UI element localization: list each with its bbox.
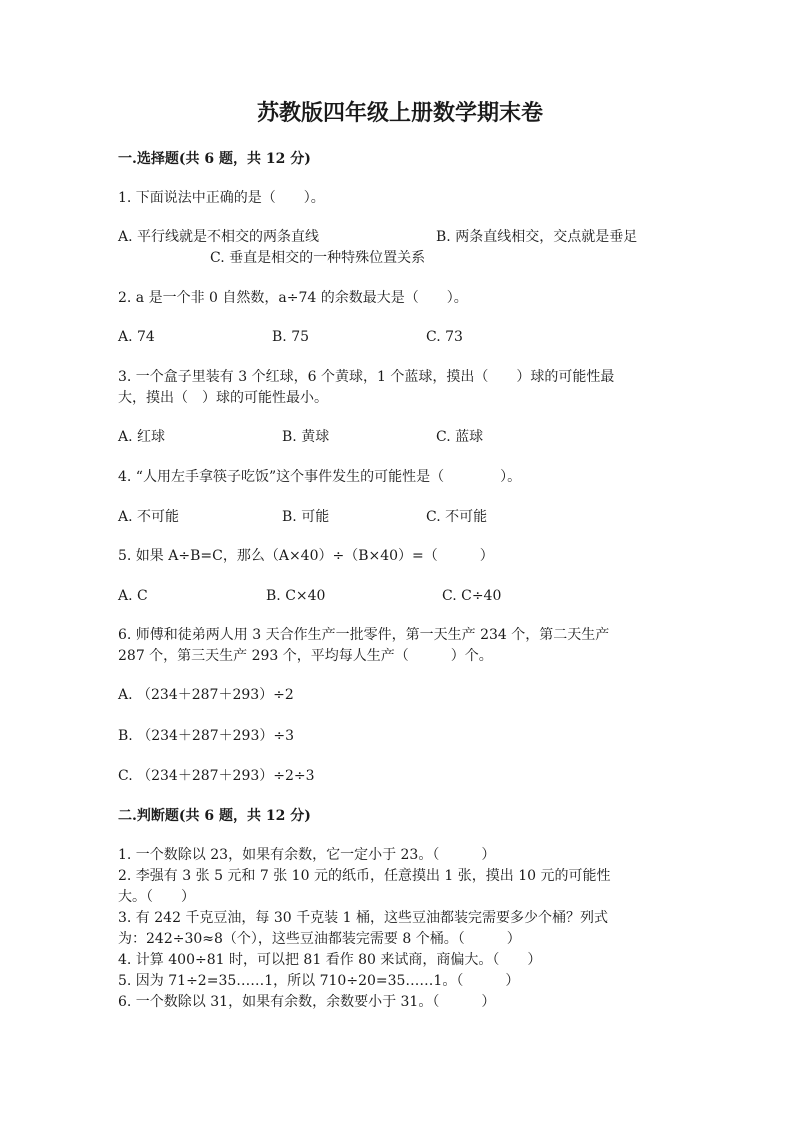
question-1-option-a: A. 平行线就是不相交的两条直线 — [118, 229, 320, 245]
question-6-option-c: C. （234＋287＋293）÷2÷3 — [118, 768, 315, 784]
page-title: 苏教版四年级上册数学期末卷 — [256, 100, 543, 126]
question-6-option-b: B. （234＋287＋293）÷3 — [118, 728, 294, 744]
section-heading-choice: 一.选择题(共 6 题，共 12 分) — [118, 151, 311, 167]
question-1-option-b: B. 两条直线相交，交点就是垂足 — [436, 229, 638, 245]
question-5-option-a: A. C — [118, 588, 148, 604]
question-3-option-c: C. 蓝球 — [436, 429, 484, 445]
judgement-line: 6. 一个数除以 31，如果有余数，余数要小于 31。（ ） — [118, 994, 496, 1010]
question-6-option-a: A. （234＋287＋293）÷2 — [118, 687, 294, 703]
question-3-stem-line1: 3. 一个盒子里装有 3 个红球，6 个黄球，1 个蓝球，摸出（ ）球的可能性最 — [118, 369, 615, 385]
question-4-option-a: A. 不可能 — [118, 509, 180, 525]
question-4-option-c: C. 不可能 — [426, 509, 488, 525]
question-5-option-c: C. C÷40 — [442, 588, 502, 604]
question-5-option-b: B. C×40 — [266, 588, 326, 604]
question-6-stem-line1: 6. 师傅和徒弟两人用 3 天合作生产一批零件，第一天生产 234 个，第二天生产 — [118, 627, 610, 643]
judgement-line: 1. 一个数除以 23，如果有余数，它一定小于 23。（ ） — [118, 847, 496, 863]
judgement-line: 2. 李强有 3 张 5 元和 7 张 10 元的纸币，任意摸出 1 张，摸出 10 元的可能性 — [118, 868, 611, 884]
question-3-stem-line2: 大，摸出（ ）球的可能性最小。 — [118, 390, 328, 406]
section-heading-judgement: 二.判断题(共 6 题，共 12 分) — [118, 808, 311, 824]
judgement-line: 3. 有 242 千克豆油，每 30 千克装 1 桶，这些豆油都装完需要多少个桶？列式 — [118, 910, 608, 926]
judgement-line: 大。（ ） — [118, 889, 195, 905]
question-4-stem: 4. “人用左手拿筷子吃饭”这个事件发生的可能性是（ ）。 — [118, 469, 522, 485]
question-1-option-c: C. 垂直是相交的一种特殊位置关系 — [210, 250, 426, 266]
question-2-option-c: C. 73 — [426, 329, 463, 345]
judgement-line: 5. 因为 71÷2=35……1，所以 710÷20=35……1。（ ） — [118, 973, 520, 989]
question-1-stem: 1. 下面说法中正确的是（ ）。 — [118, 190, 325, 206]
question-3-option-b: B. 黄球 — [282, 429, 330, 445]
question-3-option-a: A. 红球 — [118, 429, 166, 445]
question-2-stem: 2. a 是一个非 0 自然数，a÷74 的余数最大是（ ）。 — [118, 290, 468, 306]
question-6-stem-line2: 287 个，第三天生产 293 个，平均每人生产（ ）个。 — [118, 648, 493, 664]
question-2-option-a: A. 74 — [118, 329, 155, 345]
judgement-line: 为：242÷30≈8（个），这些豆油都装完需要 8 个桶。（ ） — [118, 931, 521, 947]
judgement-line: 4. 计算 400÷81 时，可以把 81 看作 80 来试商，商偏大。（ ） — [118, 952, 542, 968]
question-2-option-b: B. 75 — [272, 329, 310, 345]
question-5-stem: 5. 如果 A÷B=C，那么（A×40）÷（B×40）=（ ） — [118, 548, 494, 564]
question-4-option-b: B. 可能 — [282, 509, 330, 525]
